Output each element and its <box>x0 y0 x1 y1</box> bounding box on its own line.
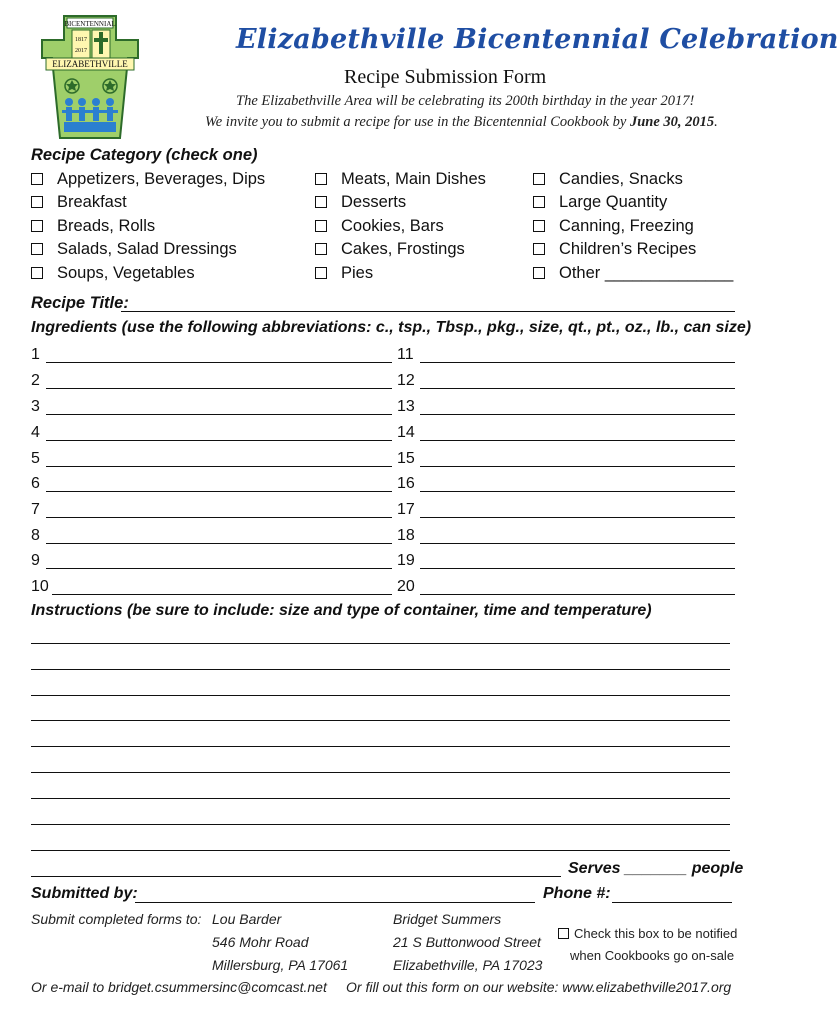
category-option[interactable] <box>533 170 683 189</box>
recipe-title-field[interactable] <box>121 311 735 312</box>
category-label: Cookies, Bars <box>341 217 444 235</box>
instruction-line[interactable] <box>31 669 730 670</box>
ingredient-field[interactable] <box>420 466 735 467</box>
ingredient-field[interactable] <box>420 414 735 415</box>
ingredient-field[interactable] <box>46 388 392 389</box>
category-option[interactable] <box>31 240 237 259</box>
ingredients-heading: Ingredients (use the following abbreviations: c., tsp., Tbsp., pkg., size, qt., pt., oz., lb., can size) <box>31 319 752 336</box>
ingredient-field[interactable] <box>420 388 735 389</box>
category-label: Canning, Freezing <box>559 217 694 235</box>
category-option[interactable] <box>533 217 694 236</box>
checkbox[interactable] <box>315 243 327 255</box>
submitted-by-field[interactable] <box>135 902 535 903</box>
svg-text:2017: 2017 <box>75 48 87 54</box>
ingredient-field[interactable] <box>46 466 392 467</box>
category-option[interactable] <box>315 240 465 259</box>
instruction-line[interactable] <box>31 876 561 877</box>
ingredient-number: 17 <box>397 501 415 518</box>
ingredient-field[interactable] <box>46 517 392 518</box>
checkbox[interactable] <box>533 220 545 232</box>
notify-checkbox[interactable] <box>558 928 569 939</box>
checkbox[interactable] <box>31 173 43 185</box>
form-subtitle: Recipe Submission Form <box>344 66 547 88</box>
ingredient-field[interactable] <box>420 543 735 544</box>
ingredient-number: 19 <box>397 552 415 569</box>
ingredient-number: 6 <box>31 475 40 492</box>
notify-label: Check this box to be notified <box>574 926 738 941</box>
ingredient-field[interactable] <box>46 543 392 544</box>
category-label: Children’s Recipes <box>559 240 697 258</box>
instruction-line[interactable] <box>31 720 730 721</box>
ingredient-number: 2 <box>31 372 40 389</box>
address-2-city: Elizabethville, PA 17023 <box>393 957 543 973</box>
checkbox[interactable] <box>533 267 545 279</box>
ingredient-number: 13 <box>397 398 415 415</box>
recipe-title-label: Recipe Title: <box>31 294 129 312</box>
category-option[interactable] <box>533 240 696 259</box>
ingredient-number: 18 <box>397 527 415 544</box>
ingredient-field[interactable] <box>420 517 735 518</box>
notify-option[interactable] <box>558 926 737 941</box>
ingredient-field[interactable] <box>46 414 392 415</box>
instruction-line[interactable] <box>31 746 730 747</box>
category-label: Breads, Rolls <box>57 217 156 235</box>
instruction-line[interactable] <box>31 824 730 825</box>
address-2-name: Bridget Summers <box>393 911 502 927</box>
category-label: Desserts <box>341 193 407 211</box>
category-label: Appetizers, Beverages, Dips <box>57 170 266 188</box>
address-1-street: 546 Mohr Road <box>212 934 309 950</box>
serves-label: Serves <box>568 860 621 877</box>
checkbox[interactable] <box>315 196 327 208</box>
checkbox[interactable] <box>533 243 545 255</box>
instruction-line[interactable] <box>31 772 730 773</box>
category-label: Large Quantity <box>559 193 668 211</box>
intro-line-2-end: . <box>714 114 718 130</box>
instruction-line[interactable] <box>31 695 730 696</box>
ingredient-field[interactable] <box>46 568 392 569</box>
checkbox[interactable] <box>31 220 43 232</box>
category-label: Soups, Vegetables <box>57 264 195 282</box>
ingredient-number: 12 <box>397 372 415 389</box>
checkbox[interactable] <box>31 243 43 255</box>
instruction-line[interactable] <box>31 643 730 644</box>
ingredient-number: 20 <box>397 578 415 595</box>
email-line: Or e-mail to bridget.csummersinc@comcast.net <box>31 979 327 995</box>
deadline-date: June 30, 2015 <box>629 114 715 130</box>
ingredient-number: 9 <box>31 552 40 569</box>
ingredient-number: 1 <box>31 346 40 363</box>
ingredient-field[interactable] <box>420 362 735 363</box>
phone-field[interactable] <box>612 902 732 903</box>
svg-text:1817: 1817 <box>75 37 87 43</box>
bicentennial-logo <box>36 14 144 138</box>
notify-label-2: when Cookbooks go on-sale <box>570 948 735 963</box>
intro-line-2 <box>205 114 718 131</box>
ingredient-field[interactable] <box>46 440 392 441</box>
ingredient-number: 11 <box>397 346 414 363</box>
ingredient-number: 5 <box>31 450 40 467</box>
address-1-city: Millersburg, PA 17061 <box>212 957 349 973</box>
instruction-line[interactable] <box>31 798 730 799</box>
ingredient-number: 4 <box>31 424 40 441</box>
checkbox[interactable] <box>533 173 545 185</box>
checkbox[interactable] <box>315 220 327 232</box>
instructions-heading: Instructions (be sure to include: size and type of container, time and temperature) <box>31 602 652 619</box>
category-label: Pies <box>341 264 374 282</box>
serves-suffix: people <box>691 860 744 877</box>
ingredient-field[interactable] <box>420 594 735 595</box>
category-label: Candies, Snacks <box>559 170 683 188</box>
submit-to-label: Submit completed forms to: <box>31 911 202 927</box>
website-line: Or fill out this form on our website: www.elizabethville2017.org <box>346 979 732 995</box>
category-label: Breakfast <box>57 193 127 211</box>
checkbox[interactable] <box>315 173 327 185</box>
address-1-name: Lou Barder <box>212 911 282 927</box>
category-option[interactable] <box>315 264 373 283</box>
ingredient-number: 8 <box>31 527 40 544</box>
form-title: Elizabethville Bicentennial Celebration <box>236 24 839 55</box>
category-label: Cakes, Frostings <box>341 240 465 258</box>
ingredient-field[interactable] <box>420 568 735 569</box>
category-heading: Recipe Category (check one) <box>31 146 258 164</box>
category-option[interactable] <box>31 217 155 236</box>
svg-text:ELIZABETHVILLE: ELIZABETHVILLE <box>52 59 128 69</box>
instruction-line[interactable] <box>31 850 730 851</box>
checkbox[interactable] <box>31 267 43 279</box>
category-option[interactable] <box>533 264 733 283</box>
serves-row <box>568 860 743 878</box>
ingredient-number: 16 <box>397 475 415 492</box>
ingredient-number: 7 <box>31 501 40 518</box>
ingredient-number: 15 <box>397 450 415 467</box>
intro-line-1: The Elizabethville Area will be celebrating its 200th birthday in the year 2017! <box>236 93 695 109</box>
ingredient-number: 10 <box>31 578 49 595</box>
ingredient-field[interactable] <box>420 491 735 492</box>
category-label: Salads, Salad Dressings <box>57 240 237 258</box>
address-2-street: 21 S Buttonwood Street <box>393 934 541 950</box>
ingredient-number: 14 <box>397 424 415 441</box>
submitted-by-label: Submitted by: <box>31 885 138 902</box>
category-label: Other ______________ <box>559 264 734 282</box>
category-option[interactable] <box>31 193 127 212</box>
category-option[interactable] <box>315 170 486 189</box>
ingredient-field[interactable] <box>52 594 392 595</box>
checkbox[interactable] <box>31 196 43 208</box>
checkbox[interactable] <box>315 267 327 279</box>
category-option[interactable] <box>31 170 265 189</box>
category-option[interactable] <box>533 193 667 212</box>
intro-line-2-text: We invite you to submit a recipe for use in the Bicentennial Cookbook by <box>205 114 630 130</box>
ingredient-field[interactable] <box>46 491 392 492</box>
category-option[interactable] <box>315 193 406 212</box>
category-label: Meats, Main Dishes <box>341 170 486 188</box>
category-option[interactable] <box>31 264 195 283</box>
ingredient-number: 3 <box>31 398 40 415</box>
phone-label: Phone #: <box>543 885 611 902</box>
serves-field[interactable]: _______ <box>624 860 688 877</box>
ingredient-field[interactable] <box>420 440 735 441</box>
checkbox[interactable] <box>533 196 545 208</box>
svg-text:BICENTENNIAL: BICENTENNIAL <box>64 20 116 28</box>
category-option[interactable] <box>315 217 444 236</box>
ingredient-field[interactable] <box>46 362 392 363</box>
